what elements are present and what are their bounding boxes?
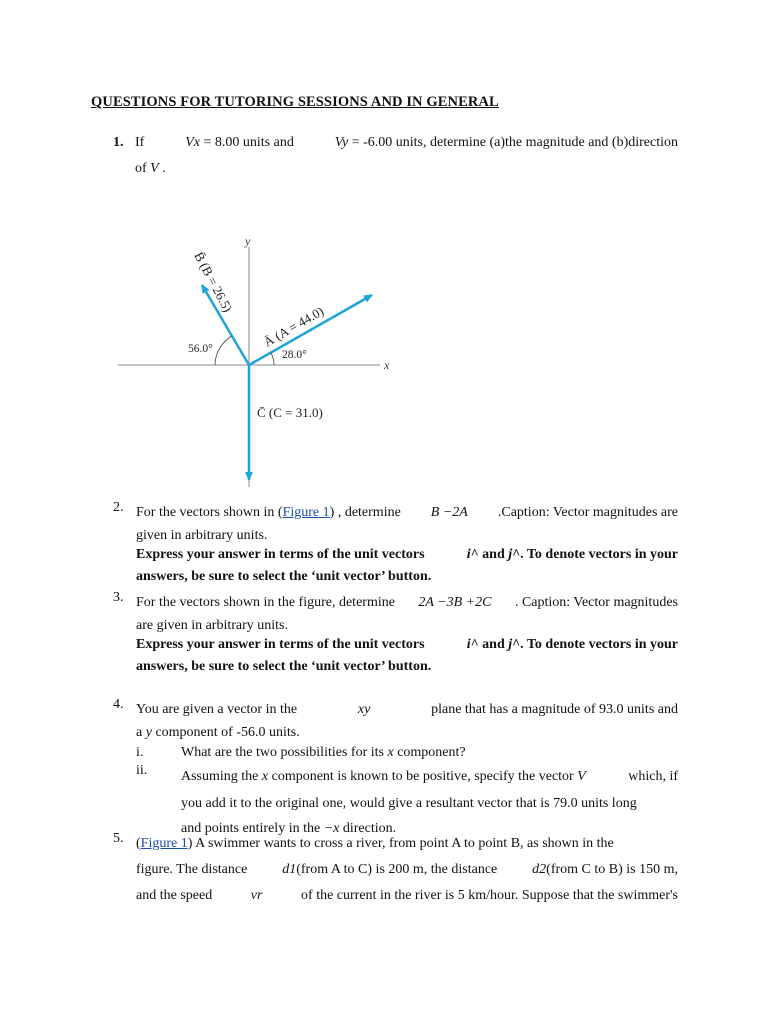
q4-i-x: x	[387, 745, 394, 760]
q5-d1: d1	[282, 862, 297, 877]
q5-text: figure. The distance	[136, 862, 248, 877]
figure-1-link[interactable]: Figure 1	[282, 505, 330, 520]
q2-text: For the vectors shown in (	[136, 505, 283, 520]
sub-question-i	[181, 745, 466, 761]
vector-figure	[110, 225, 400, 490]
q1-vy: Vy	[334, 135, 349, 150]
vector-c-label: C̄ (C = 31.0)	[257, 405, 323, 420]
question-number: 3.	[113, 590, 124, 605]
q2-text: .Caption: Vector magnitudes are	[497, 505, 678, 520]
q3-instruction: and	[482, 637, 505, 652]
q4-i-text: component?	[397, 745, 466, 760]
q4-text: plane that has a magnitude of 93.0 units and	[431, 702, 678, 717]
q4-ii-text: which, if	[628, 769, 678, 784]
q4-ii-x: −x	[323, 821, 340, 836]
figure-1-link[interactable]: Figure 1	[140, 836, 188, 851]
q5-text: (from C to B) is 150 m,	[546, 862, 678, 877]
question-4	[113, 697, 678, 743]
vector-b-label: B̄ (B = 26.5)	[191, 249, 236, 315]
q5-vr: vr	[250, 888, 263, 903]
q4-ii-v: V	[577, 769, 586, 784]
angle-b-arc	[215, 336, 232, 365]
q3-instruction: Express your answer in terms of the unit vectors	[136, 637, 425, 652]
q3-text: . Caption: Vector magnitudes	[514, 595, 678, 610]
q2-instruction: . To denote vectors in your	[520, 547, 678, 562]
q3-instruction: answers, be sure to select the ‘unit vector’ button.	[136, 659, 432, 674]
q1-word: If	[135, 135, 145, 150]
sub-question-ii	[181, 763, 678, 841]
q4-ii-text: and points entirely in the	[181, 821, 321, 836]
q5-text: of the current in the river is 5 km/hour. Suppose that the swimmer's	[301, 888, 678, 903]
unit-vector-i: i^	[466, 547, 479, 562]
angle-b-label: 56.0°	[188, 343, 213, 355]
q4-xy: xy	[357, 702, 371, 717]
q2-expression: B −2A	[430, 505, 468, 520]
q2-instruction: answers, be sure to select the ‘unit vector’ button.	[136, 569, 432, 584]
q5-d2: d2	[532, 862, 547, 877]
y-axis-label: y	[245, 234, 251, 248]
q4-text: component of -56.0 units.	[155, 725, 300, 740]
question-number: 5.	[113, 831, 124, 846]
sub-number: ii.	[136, 763, 148, 778]
q2-instruction: Express your answer in terms of the unit vectors	[136, 547, 425, 562]
q1-text: .	[162, 161, 166, 176]
q5-text: (	[136, 836, 141, 851]
question-2	[113, 500, 678, 590]
q4-text: You are given a vector in the	[136, 702, 298, 717]
sub-number: i.	[136, 745, 144, 760]
angle-a-label: 28.0°	[282, 349, 307, 361]
unit-vector-j: j^	[508, 637, 521, 652]
q5-text: ) A swimmer wants to cross a river, from point A to point B, as shown in the	[187, 836, 614, 851]
q2-instruction: and	[482, 547, 505, 562]
q4-ii-text: component is known to be positive, specify the vector	[271, 769, 574, 784]
question-1	[113, 130, 678, 182]
q3-instruction: . To denote vectors in your	[520, 637, 678, 652]
x-axis-label: x	[384, 358, 390, 372]
q3-text: are given in arbitrary units.	[136, 618, 289, 633]
angle-a-arc	[271, 353, 274, 365]
q3-text: For the vectors shown in the figure, determine	[136, 595, 395, 610]
unit-vector-i: i^	[466, 637, 479, 652]
q2-text: ) , determine	[329, 505, 401, 520]
unit-vector-j: j^	[508, 547, 521, 562]
q4-text: a	[136, 725, 143, 740]
q5-text: (from A to C) is 200 m, the distance	[296, 862, 498, 877]
page-heading: QUESTIONS FOR TUTORING SESSIONS AND IN GENERAL	[91, 94, 499, 110]
q1-vx: Vx	[185, 135, 200, 150]
q1-text: = 8.00 units and	[203, 135, 294, 150]
vector-a-arrow	[249, 295, 372, 365]
q4-ii-text: direction.	[342, 821, 397, 836]
q2-text: given in arbitrary units.	[136, 528, 268, 543]
q4-ii-text: you add it to the original one, would give a resultant vector that is 79.0 units long	[181, 796, 637, 811]
q4-y: y	[145, 725, 152, 740]
q1-text: = -6.00 units, determine (a)the magnitude and (b)direction	[351, 135, 678, 150]
q3-expression: 2A −3B +2C	[418, 595, 492, 610]
q4-ii-text: Assuming the	[181, 769, 259, 784]
q4-ii-x: x	[261, 769, 269, 784]
question-number: 4.	[113, 697, 124, 712]
question-number: 1.	[113, 135, 124, 150]
q4-i-text: What are the two possibilities for its	[181, 745, 384, 760]
q1-text: of	[135, 161, 147, 176]
question-3	[113, 590, 678, 680]
vector-a-label: Ā (A = 44.0)	[261, 303, 327, 350]
question-number: 2.	[113, 500, 124, 515]
question-5	[113, 831, 678, 909]
q1-v: V	[150, 161, 159, 176]
q5-text: and the speed	[136, 888, 213, 903]
